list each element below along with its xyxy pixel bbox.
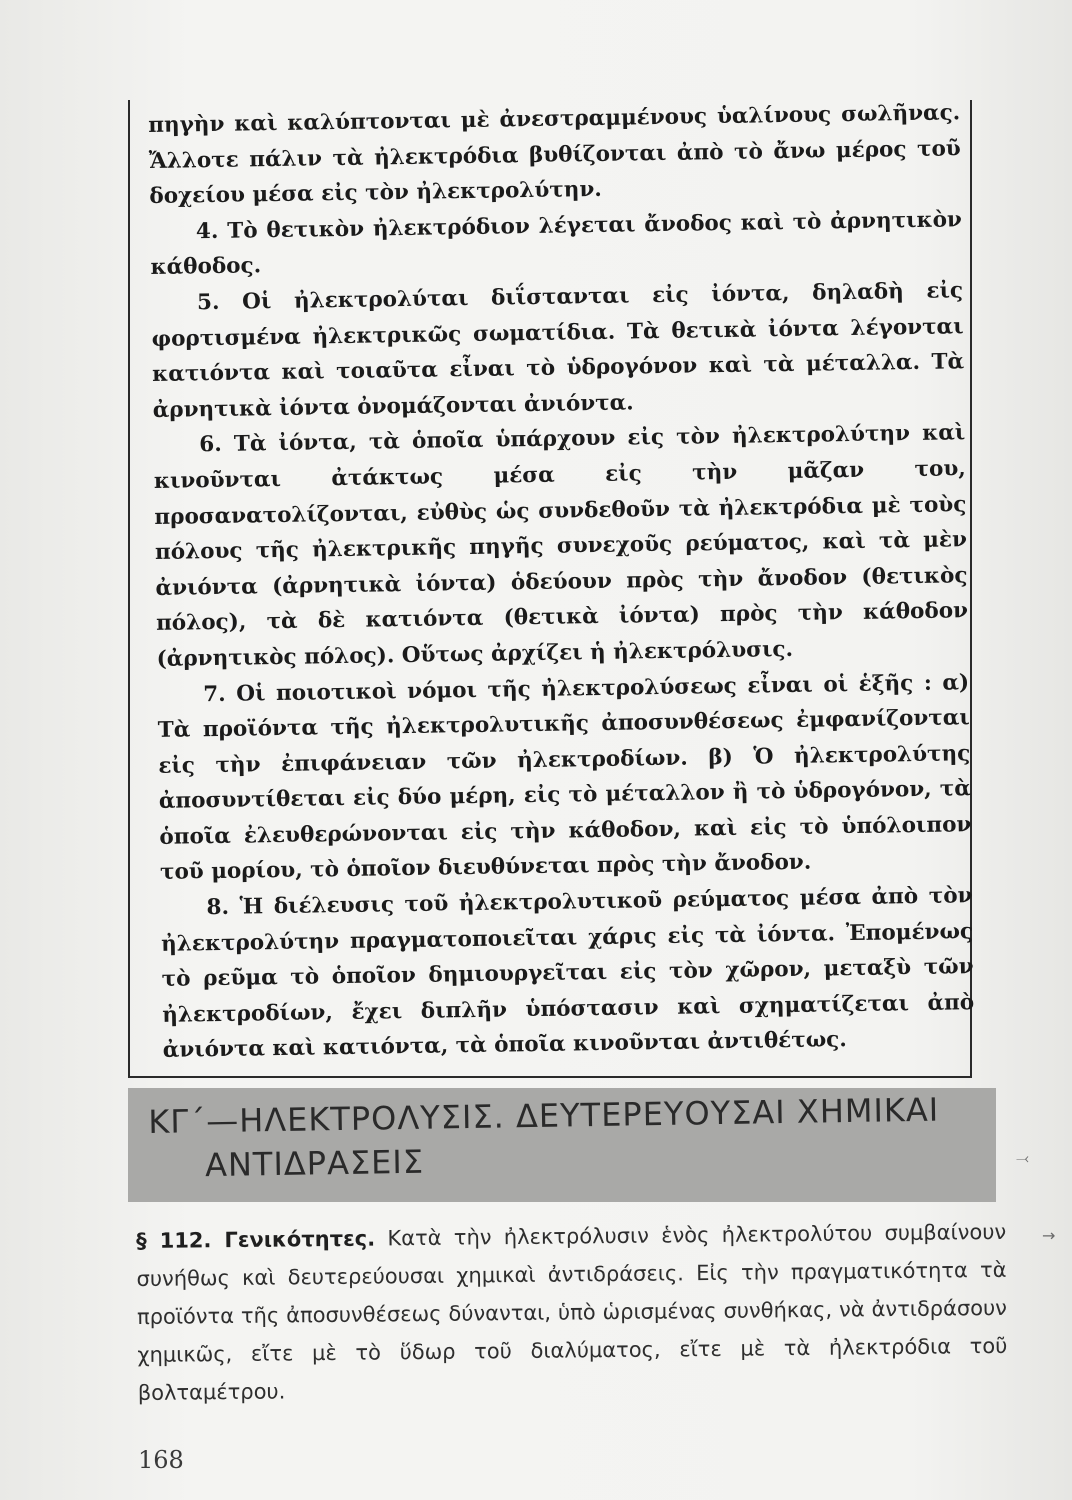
- paragraph-label: § 112. Γενικότητες.: [136, 1226, 376, 1253]
- margin-arrow-mark-2: →: [1042, 1226, 1056, 1245]
- section-heading-line-2: ΑΝΤΙΔΡΑΣΕΙΣ: [204, 1142, 425, 1185]
- section-heading-line-1: ΚΓ΄—ΗΛΕΚΤΡΟΛΥΣΙΣ. ΔΕΥΤΕΡΕΥΟΥΣΑΙ ΧΗΜΙΚΑΙ: [148, 1090, 940, 1141]
- section-heading: [148, 1087, 989, 1188]
- box-paragraph-4: 4. Τὸ θετικὸν ἠλεκτρόδιον λέγεται ἄνοδος καὶ τὸ ἀρνητικὸν κάθοδος.: [150, 207, 963, 281]
- box-paragraph-6: 6. Τὰ ἰόντα, τὰ ὁποῖα ὑπάρχουν εἰς τὸν ἠλεκτρολύτην καὶ κινοῦνται ἀτάκτως μέσα εἰς τὴν μᾶζαν του, προσανατολίζονται, εὐθὺς ὡς συνδεθοῦν τὰ ἠλεκτρόδια μὲ τοὺς πόλους τῆς ἠλεκτρικῆς πηγῆς συνεχοῦς ρεύματος, καὶ τὰ μὲν ἀνιόντα (ἀρνητικὰ ἰόντα) ὁδεύουν πρὸς τὴν ἄνοδον (θετικὸς πόλος), τὰ δὲ κατιόντα (θετικὰ ἰόντα) πρὸς τὴν κάθοδον (ἀρνητικὸς πόλος). Οὕτως ἀρχίζει ἡ ἠλεκτρόλυσις.: [153, 420, 969, 672]
- page-number: 168: [138, 1446, 184, 1474]
- box-paragraph-5: 5. Οἱ ἠλεκτρολύται διΐστανται εἰς ἰόντα, δηλαδὴ εἰς φορτισμένα ἠλεκτρικῶς σωματίδια. Τὰ θετικὰ ἰόντα λέγονται κατιόντα καὶ τοιαῦτα εἶναι τὸ ὑδρογόνον καὶ τὰ μέταλλα. Τὰ ἀρνητικὰ ἰόντα ὀνομάζονται ἀνιόντα.: [151, 278, 965, 423]
- section-body-paragraph: [136, 1213, 1008, 1412]
- margin-arrow-mark: ⤙: [1016, 1148, 1029, 1167]
- summary-box-text: [148, 95, 975, 1069]
- box-paragraph-7: 7. Οἱ ποιοτικοὶ νόμοι τῆς ἠλεκτρολύσεως εἶναι οἱ ἑξῆς : α) Τὰ προϊόντα τῆς ἠλεκτρολυτικῆς ἀποσυνθέσεως ἐμφανίζονται εἰς τὴν ἐπιφάνειαν τῶν ἠλεκτροδίων. β) Ὁ ἠλεκτρολύτης ἀποσυντίθεται εἰς δύο μέρη, εἰς τὸ μέταλλον ἢ τὸ ὑδρογόνον, τὰ ὁποῖα ἐλευθερώνονται εἰς τὴν κάθοδον, καὶ εἰς τὸ ὑπόλοιπον τοῦ μορίου, τὸ ὁποῖον διευθύνεται πρὸς τὴν ἄνοδον.: [157, 669, 972, 886]
- box-paragraph-8: 8. Ἡ διέλευσις τοῦ ἠλεκτρολυτικοῦ ρεύματος μέσα ἀπὸ τὸν ἠλεκτρολύτην πραγματοποιεῖται χάρις εἰς τὰ ἰόντα. Ἐπομένως τὸ ρεῦμα τὸ ὁποῖον δημιουργεῖται εἰς τὸν χῶρον, μεταξὺ τῶν ἠλεκτροδίων, ἔχει διπλῆν ὑπόστασιν καὶ σχηματίζεται ἀπὸ ἀνιόντα καὶ κατιόντα, τὰ ὁποῖα κινοῦνται ἀντιθέτως.: [160, 883, 975, 1064]
- box-paragraph-continuation: πηγὴν καὶ καλύπτονται μὲ ἀνεστραμμένους ὑαλίνους σωλῆνας. Ἄλλοτε πάλιν τὰ ἠλεκτρόδια βυθίζονται ἀπὸ τὸ ἄνω μέρος τοῦ δοχείου μέσα εἰς τὸν ἠλεκτρολύτην.: [148, 100, 961, 210]
- paragraph-text: Κατὰ τὴν ἠλεκτρόλυσιν ἑνὸς ἠλεκτρολύτου συμβαίνουν συνήθως καὶ δευτερεύουσαι χημικαὶ ἀντιδράσεις. Εἰς τὴν πραγματικότητα τὰ προϊόντα τῆς ἀποσυνθέσεως δύνανται, ὑπὸ ὡρισμένας συνθήκας, νὰ ἀντιδράσουν χημικῶς, εἴτε μὲ τὸ ὕδωρ τοῦ διαλύματος, εἴτε μὲ τὰ ἠλεκτρόδια τοῦ βολταμέτρου.: [136, 1219, 1008, 1405]
